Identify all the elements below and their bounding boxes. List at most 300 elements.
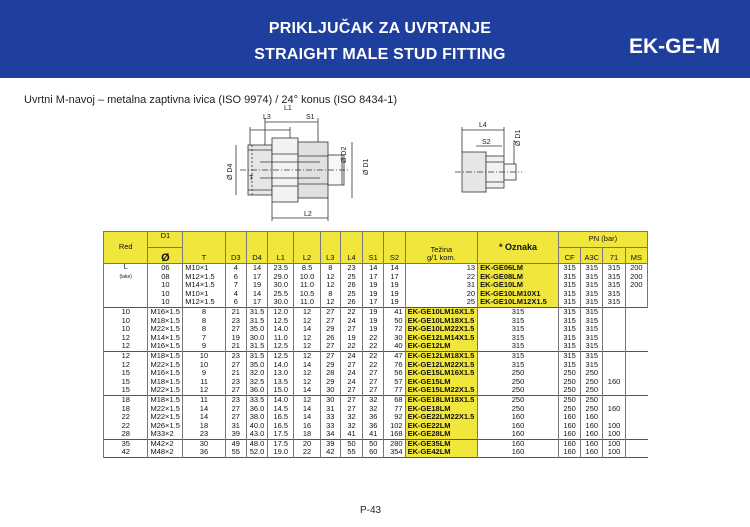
cell-pn-71: 250 (581, 386, 603, 395)
dim-d4: Ø D4 (227, 163, 234, 180)
cell-l2: 12.5 (268, 342, 294, 351)
cell-l4: 27 (320, 351, 340, 360)
cell-pn-71: 160 (581, 430, 603, 439)
cell-oznaka: EK-GE12LM (405, 342, 477, 351)
cell-d3: 8 (183, 325, 225, 334)
cell-d4: 27 (225, 386, 246, 395)
cell-s1: 19 (340, 334, 362, 343)
cell-pn-a3c: 250 (558, 405, 580, 414)
cell-pn-cf: 315 (558, 273, 580, 282)
cell-l1: 33.5 (246, 395, 267, 404)
dim-l4: L4 (479, 122, 487, 129)
cell-l1: 31.5 (246, 351, 267, 360)
cell-d4: 19 (246, 281, 267, 290)
cell-d4: 31 (225, 422, 246, 431)
dim-t: T (249, 175, 254, 182)
col-ms: MS (625, 248, 647, 264)
cell-s1: 14 (363, 264, 384, 273)
cell-pn-71: 315 (603, 273, 625, 282)
cell-d4: 49 (225, 439, 246, 448)
cell-l4: 27 (320, 342, 340, 351)
cell-t: M12×1.5 (183, 298, 225, 307)
cell-pn-71: 315 (581, 342, 603, 351)
cell-pn-a3c: 315 (581, 290, 603, 299)
cell-d1: 10 (148, 281, 183, 290)
col-a3c: A3C (581, 248, 603, 264)
cell-l3: 14 (294, 361, 320, 370)
dim-s2: S2 (482, 139, 491, 146)
cell-l1: 48.0 (246, 439, 267, 448)
cell-l1: 30.0 (268, 298, 294, 307)
cell-t: M22×1.5 (148, 386, 183, 395)
cell-weight: 168 (384, 430, 405, 439)
cell-pn-71: 160 (581, 448, 603, 457)
cell-s2: 27 (363, 386, 384, 395)
cell-t: M14×1.5 (148, 334, 183, 343)
cell-s2: 17 (384, 273, 405, 282)
cell-d4: 17 (246, 273, 267, 282)
cell-d1: 10 (148, 298, 183, 307)
cell-l2: 14.0 (268, 361, 294, 370)
col-s1: S1 (363, 232, 384, 264)
cell-d3: 6 (225, 273, 246, 282)
cell-l2: 17.5 (268, 430, 294, 439)
page-header (0, 0, 750, 78)
cell-s1: 32 (340, 422, 362, 431)
cell-l2: 16.5 (268, 422, 294, 431)
cell-pn-cf: 160 (478, 413, 559, 422)
cell-t: M16×1.5 (148, 307, 183, 316)
cell-pn-71: 315 (581, 351, 603, 360)
cell-pn-a3c: 160 (558, 448, 580, 457)
cell-pn-cf: 250 (478, 405, 559, 414)
cell-pn-a3c: 315 (558, 334, 580, 343)
cell-d4: 27 (225, 361, 246, 370)
cell-weight: 77 (384, 386, 405, 395)
dim-d2: Ø D2 (341, 146, 348, 163)
cell-l1: 38.0 (246, 413, 267, 422)
cell-weight: 30 (384, 334, 405, 343)
cell-s1: 27 (340, 361, 362, 370)
cell-t: M22×1.5 (148, 405, 183, 414)
cell-l2: 19.0 (268, 448, 294, 457)
cell-d1: 12 (104, 351, 148, 360)
cell-d1: 18 (104, 405, 148, 414)
cell-weight: 68 (384, 395, 405, 404)
cell-l4: 25 (340, 290, 362, 299)
cell-pn-71: 315 (603, 290, 625, 299)
cell-l3: 22 (294, 448, 320, 457)
cell-l2: 12.5 (268, 317, 294, 326)
col-d4: D4 (246, 232, 267, 264)
col-cf: CF (558, 248, 580, 264)
cell-d1: 22 (104, 422, 148, 431)
cell-pn-cf: 160 (478, 448, 559, 457)
table-body (104, 351, 648, 395)
cell-d1: 18 (104, 395, 148, 404)
col-t: T (183, 232, 225, 264)
title-local: PRIKLJUČAK ZA UVRTANJE (268, 20, 492, 37)
cell-pn-cf: 250 (478, 386, 559, 395)
cell-weight: 25 (405, 298, 477, 307)
cell-l2: 13.0 (268, 369, 294, 378)
cell-pn-71: 160 (581, 439, 603, 448)
col-oznaka: * Oznaka (478, 232, 559, 264)
cell-l4: 42 (320, 448, 340, 457)
cell-oznaka: EK-GE35LM (405, 439, 477, 448)
cell-d4: 23 (225, 317, 246, 326)
cell-d4: 27 (225, 325, 246, 334)
cell-s2: 22 (363, 342, 384, 351)
cell-pn-a3c: 315 (558, 325, 580, 334)
cell-l3: 8 (320, 264, 340, 273)
cell-s2: 19 (363, 317, 384, 326)
cell-s2: 19 (384, 298, 405, 307)
cell-pn-a3c: 250 (558, 369, 580, 378)
cell-oznaka: EK-GE42LM (405, 448, 477, 457)
cell-weight: 280 (384, 439, 405, 448)
cell-pn-a3c: 315 (558, 361, 580, 370)
cell-pn-cf: 315 (478, 334, 559, 343)
cell-pn-ms (603, 307, 625, 316)
cell-pn-ms: 160 (603, 378, 625, 387)
cell-s1: 24 (340, 317, 362, 326)
cell-l4: 26 (340, 298, 362, 307)
col-l3: L3 (320, 232, 340, 264)
table-body (104, 439, 648, 457)
cell-d3: 11 (183, 395, 225, 404)
page-number: P-43 (360, 505, 382, 516)
cell-d4: 27 (225, 413, 246, 422)
cell-l2: 15.0 (268, 386, 294, 395)
cell-oznaka: EK-GE12LM18X1.5 (405, 351, 477, 360)
cell-s1: 17 (363, 298, 384, 307)
cell-l4: 29 (320, 361, 340, 370)
cell-pn-ms (603, 386, 625, 395)
cell-pn-ms (603, 351, 625, 360)
cell-pn-cf: 160 (478, 422, 559, 431)
cell-d1: 12 (104, 361, 148, 370)
cell-pn-a3c: 250 (558, 386, 580, 395)
cell-d4: 55 (225, 448, 246, 457)
cell-oznaka: EK-GE10LM18X1.5 (405, 317, 477, 326)
cell-pn-a3c: 160 (558, 439, 580, 448)
fitting-side-view (236, 118, 352, 221)
cell-oznaka: EK-GE10LM10X1 (478, 290, 559, 299)
col-tezina (405, 232, 477, 264)
cell-l2: 16.5 (268, 413, 294, 422)
cell-pn-ms: 200 (625, 281, 647, 290)
table-body (104, 395, 648, 439)
col-d1: D1 (148, 232, 183, 248)
cell-s2: 22 (363, 334, 384, 343)
cell-d3: 10 (183, 351, 225, 360)
cell-d1: 08 (148, 273, 183, 282)
cell-s1: 41 (340, 430, 362, 439)
cell-s2: 19 (384, 290, 405, 299)
cell-l3: 16 (294, 422, 320, 431)
col-s2: S2 (384, 232, 405, 264)
cell-pn-71: 315 (581, 325, 603, 334)
cell-d3: 14 (183, 405, 225, 414)
cell-l2: 14.5 (268, 405, 294, 414)
cell-l2: 11.0 (294, 281, 320, 290)
cell-pn-ms: 100 (603, 439, 625, 448)
cell-pn-71: 160 (581, 422, 603, 431)
col-d1-symbol: Ø (148, 248, 183, 264)
cell-l3: 12 (294, 317, 320, 326)
cell-oznaka: EK-GE10LM12X1.5 (478, 298, 559, 307)
cell-l4: 27 (320, 307, 340, 316)
cell-pn-cf: 160 (478, 439, 559, 448)
cell-pn-71: 250 (581, 369, 603, 378)
cell-pn-a3c: 315 (558, 317, 580, 326)
table-body (104, 264, 648, 308)
cell-pn-cf: 315 (558, 290, 580, 299)
cell-oznaka: EK-GE22LM (405, 422, 477, 431)
cell-oznaka: EK-GE10LM (478, 281, 559, 290)
cell-l2: 13.5 (268, 378, 294, 387)
cell-pn-ms (603, 334, 625, 343)
table-row (104, 448, 648, 457)
cell-d3: 6 (225, 298, 246, 307)
series-label: L (123, 264, 128, 271)
cell-l3: 12 (294, 351, 320, 360)
cell-pn-cf: 315 (478, 342, 559, 351)
cell-l4: 29 (320, 378, 340, 387)
cell-t: M16×1.5 (148, 369, 183, 378)
cell-l4: 28 (320, 369, 340, 378)
cell-s1: 27 (340, 395, 362, 404)
cell-pn-a3c: 160 (558, 413, 580, 422)
cell-d4: 19 (225, 334, 246, 343)
cell-l1: 36.0 (246, 405, 267, 414)
cell-t: M42×2 (148, 439, 183, 448)
series-cell (104, 264, 148, 308)
fitting-end-view (455, 127, 522, 192)
title-english: STRAIGHT MALE STUD FITTING (254, 46, 506, 63)
cell-pn-ms (625, 298, 647, 307)
cell-pn-71: 315 (603, 298, 625, 307)
cell-pn-71: 250 (581, 378, 603, 387)
cell-weight: 92 (384, 413, 405, 422)
cell-pn-cf: 315 (478, 317, 559, 326)
cell-d4: 23 (225, 351, 246, 360)
cell-l3: 12 (320, 298, 340, 307)
cell-d3: 7 (225, 281, 246, 290)
cell-oznaka: EK-GE15LM16X1.5 (405, 369, 477, 378)
table-row (104, 430, 648, 439)
cell-d3: 12 (183, 386, 225, 395)
cell-s2: 22 (363, 361, 384, 370)
cell-s2: 19 (363, 307, 384, 316)
cell-oznaka: EK-GE06LM (478, 264, 559, 273)
cell-l2: 11.0 (294, 298, 320, 307)
cell-d4: 21 (225, 307, 246, 316)
cell-s2: 14 (384, 264, 405, 273)
cell-l1: 30.0 (268, 281, 294, 290)
cell-s1: 24 (340, 369, 362, 378)
cell-s1: 27 (340, 405, 362, 414)
cell-t: M26×1.5 (148, 422, 183, 431)
col-71: 71 (603, 248, 625, 264)
cell-t: M33×2 (148, 430, 183, 439)
technical-drawing (0, 100, 750, 230)
cell-t: M16×1.5 (148, 342, 183, 351)
cell-d1: 28 (104, 430, 148, 439)
cell-pn-a3c: 315 (581, 273, 603, 282)
cell-l3: 12 (294, 334, 320, 343)
cell-l3: 14 (294, 405, 320, 414)
cell-s1: 27 (340, 325, 362, 334)
cell-pn-71: 315 (581, 361, 603, 370)
cell-d1: 35 (104, 439, 148, 448)
cell-d4: 39 (225, 430, 246, 439)
col-l2: L2 (294, 232, 320, 264)
cell-pn-a3c: 315 (581, 298, 603, 307)
cell-d3: 8 (183, 317, 225, 326)
cell-oznaka: EK-GE12LM22X1.5 (405, 361, 477, 370)
cell-s2: 27 (363, 369, 384, 378)
cell-pn-cf: 315 (478, 351, 559, 360)
cell-pn-a3c: 315 (558, 342, 580, 351)
cell-weight: 354 (384, 448, 405, 457)
cell-d3: 36 (183, 448, 225, 457)
dim-d1-end: Ø D1 (515, 129, 522, 146)
cell-pn-ms: 100 (603, 422, 625, 431)
cell-l2: 12.0 (268, 307, 294, 316)
cell-t: M22×1.5 (148, 325, 183, 334)
cell-weight: 47 (384, 351, 405, 360)
cell-d3: 4 (225, 290, 246, 299)
dim-s1: S1 (306, 114, 315, 121)
cell-l1: 35.0 (246, 325, 267, 334)
cell-s1: 27 (340, 386, 362, 395)
cell-d3: 14 (183, 413, 225, 422)
subtitle: Uvrtni M-navoj – metalna zaptivna ivica (ISO 9974) / 24° konus (ISO 8434-1) (24, 94, 398, 106)
cell-s1: 50 (340, 439, 362, 448)
cell-weight: 57 (384, 378, 405, 387)
cell-l1: 32.5 (246, 378, 267, 387)
cell-d3: 8 (183, 307, 225, 316)
cell-pn-ms (625, 290, 647, 299)
cell-pn-71: 250 (581, 395, 603, 404)
cell-l4: 26 (320, 334, 340, 343)
cell-t: M22×1.5 (148, 361, 183, 370)
cell-d1: 10 (148, 290, 183, 299)
cell-oznaka: EK-GE08LM (478, 273, 559, 282)
cell-s1: 19 (363, 290, 384, 299)
cell-pn-a3c: 250 (558, 395, 580, 404)
cell-pn-71: 315 (581, 317, 603, 326)
cell-s2: 36 (363, 413, 384, 422)
cell-d3: 9 (183, 342, 225, 351)
cell-d3: 23 (183, 430, 225, 439)
cell-t: M14×1.5 (183, 281, 225, 290)
product-code: EK-GE-M (629, 35, 720, 58)
cell-oznaka: EK-GE10LM22X1.5 (405, 325, 477, 334)
cell-s1: 24 (340, 351, 362, 360)
cell-pn-cf: 250 (478, 395, 559, 404)
cell-d1: 10 (104, 307, 148, 316)
cell-l1: 31.5 (246, 307, 267, 316)
cell-s1: 24 (340, 378, 362, 387)
cell-t: M10×1 (183, 264, 225, 273)
cell-oznaka: EK-GE18LM (405, 405, 477, 414)
cell-t: M18×1.5 (148, 351, 183, 360)
cell-pn-cf: 250 (478, 378, 559, 387)
cell-l3: 12 (294, 369, 320, 378)
cell-pn-cf: 250 (478, 369, 559, 378)
cell-l1: 25.5 (268, 290, 294, 299)
cell-l1: 32.0 (246, 369, 267, 378)
col-red: Red (104, 232, 148, 264)
cell-weight: 72 (384, 325, 405, 334)
cell-l2: 10.5 (294, 290, 320, 299)
cell-l1: 35.0 (246, 361, 267, 370)
cell-d1: 15 (104, 369, 148, 378)
cell-weight: 41 (384, 307, 405, 316)
col-l4: L4 (340, 232, 362, 264)
col-d3: D3 (225, 232, 246, 264)
cell-t: M12×1.5 (183, 273, 225, 282)
cell-pn-71: 315 (603, 264, 625, 273)
cell-s2: 32 (363, 405, 384, 414)
cell-pn-71: 315 (581, 334, 603, 343)
cell-l3: 18 (294, 430, 320, 439)
cell-s1: 32 (340, 413, 362, 422)
cell-l4: 25 (340, 273, 362, 282)
cell-weight: 102 (384, 422, 405, 431)
cell-s2: 22 (363, 351, 384, 360)
dim-l2: L2 (304, 211, 312, 218)
cell-s2: 41 (363, 430, 384, 439)
cell-pn-a3c: 250 (558, 378, 580, 387)
cell-l1: 43.0 (246, 430, 267, 439)
cell-l2: 17.5 (268, 439, 294, 448)
cell-d3: 10 (183, 361, 225, 370)
cell-pn-cf: 315 (558, 281, 580, 290)
cell-l2: 10.0 (294, 273, 320, 282)
cell-d4: 23 (225, 395, 246, 404)
cell-l2: 11.0 (268, 334, 294, 343)
cell-oznaka: EK-GE22LM22X1.5 (405, 413, 477, 422)
cell-l1: 52.0 (246, 448, 267, 457)
cell-weight: 40 (384, 342, 405, 351)
cell-t: M48×2 (148, 448, 183, 457)
cell-pn-ms: 160 (603, 405, 625, 414)
cell-s1: 55 (340, 448, 362, 457)
cell-l3: 12 (320, 273, 340, 282)
cell-l3: 14 (294, 325, 320, 334)
cell-d4: 14 (246, 290, 267, 299)
cell-s2: 19 (384, 281, 405, 290)
cell-l1: 40.0 (246, 422, 267, 431)
cell-weight: 13 (405, 264, 477, 273)
cell-d3: 4 (225, 264, 246, 273)
cell-weight: 50 (384, 317, 405, 326)
cell-d3: 18 (183, 422, 225, 431)
cell-weight: 76 (384, 361, 405, 370)
cell-l4: 27 (320, 317, 340, 326)
cell-l1: 30.0 (246, 334, 267, 343)
cell-pn-cf: 315 (558, 264, 580, 273)
cell-t: M18×1.5 (148, 378, 183, 387)
cell-pn-71: 315 (603, 281, 625, 290)
cell-t: M18×1.5 (148, 317, 183, 326)
cell-d1: 42 (104, 448, 148, 457)
cell-pn-71: 250 (581, 405, 603, 414)
